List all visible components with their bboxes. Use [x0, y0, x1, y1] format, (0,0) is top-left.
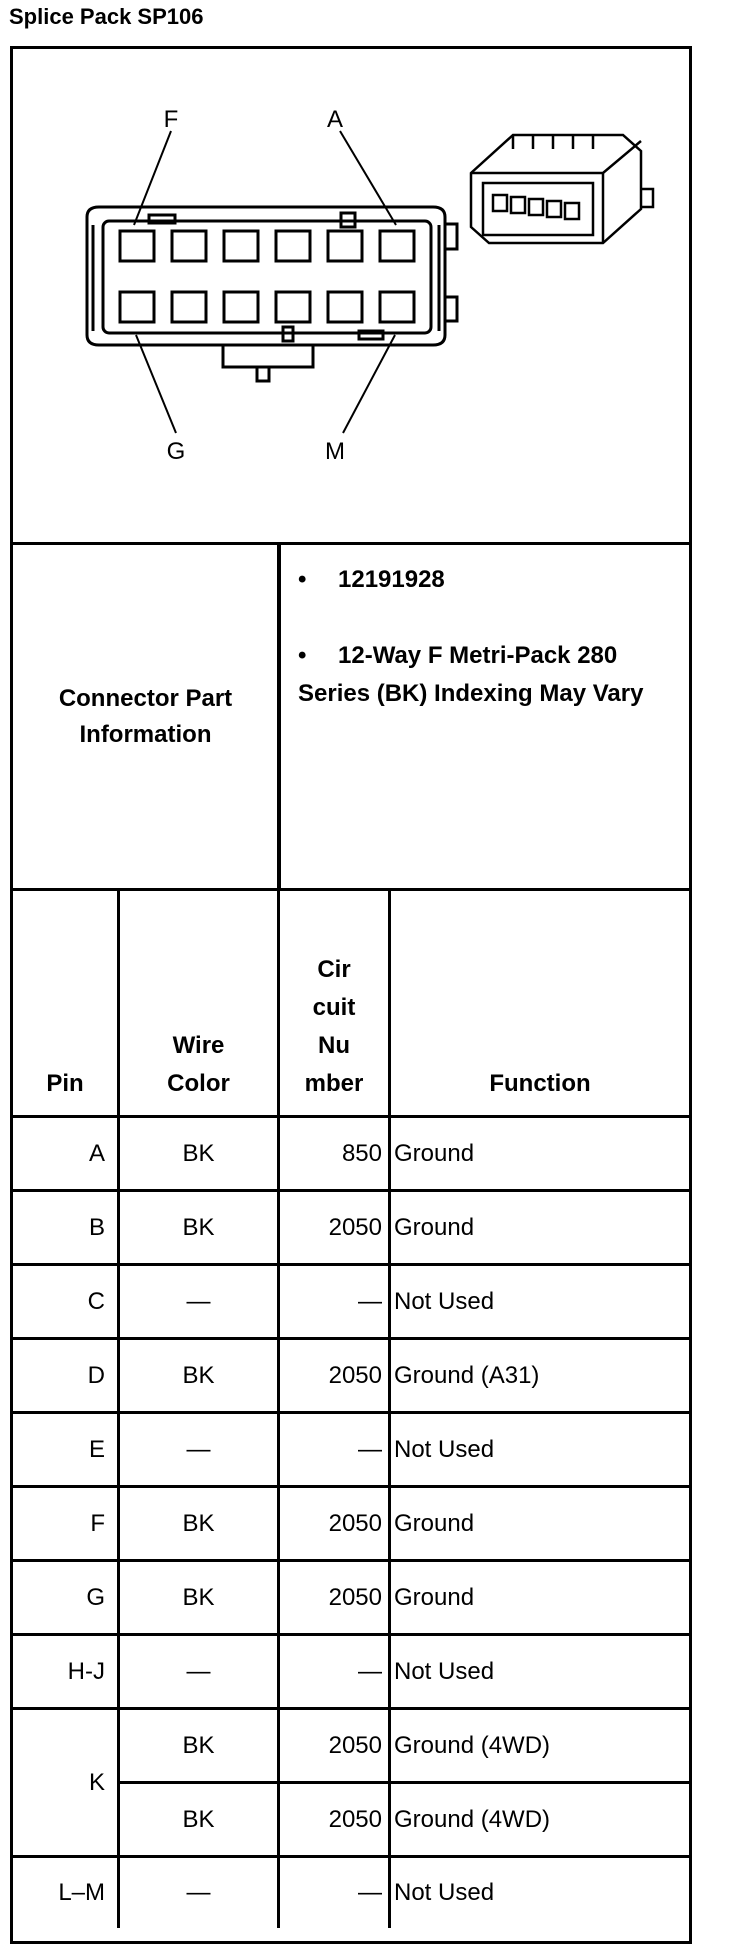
connector-frame: [10, 46, 692, 1944]
header-circuit-number: Cir cuit Nu mber: [304, 956, 364, 1097]
table-row: C — — Not Used: [13, 1266, 689, 1340]
connector-3d-view: [471, 135, 653, 243]
connector-info-bullets: [298, 561, 678, 751]
page-title: Splice Pack SP106: [9, 4, 204, 29]
label-f: F: [163, 106, 179, 133]
connector-part-information: [13, 545, 689, 891]
connector-diagram: [13, 49, 689, 545]
label-a: A: [326, 106, 344, 133]
header-pin: Pin: [46, 1070, 84, 1097]
connector-info-label: Connector Part Information: [13, 545, 281, 888]
table-row: G BK 2050 Ground: [13, 1562, 689, 1636]
connector-face-drawing: [13, 49, 689, 542]
table-row: D BK 2050 Ground (A31): [13, 1340, 689, 1414]
table-row: F BK 2050 Ground: [13, 1488, 689, 1562]
table-row: BK 2050 Ground (4WD): [120, 1784, 689, 1858]
table-row: L–M — — Not Used: [58, 1879, 495, 1906]
label-g: G: [166, 438, 186, 465]
table-row: H-J — — Not Used: [13, 1636, 689, 1710]
table-row-k-pin: K: [88, 1768, 105, 1796]
connector-description-bullet: • 12-Way F Metri-Pack 280 Series (BK) Indexing May Vary: [298, 642, 644, 707]
label-m: M: [325, 438, 345, 465]
header-wire-color: Wire Color: [167, 1032, 230, 1097]
terminal-cavities: [120, 231, 414, 322]
table-row: B BK 2050 Ground: [13, 1192, 689, 1266]
header-function: Function: [489, 1070, 591, 1097]
part-number-bullet: • 12191928: [298, 566, 445, 593]
table-row: BK 2050 Ground (4WD): [120, 1710, 689, 1784]
table-row: A BK 850 Ground: [13, 1118, 689, 1192]
table-row: E — — Not Used: [13, 1414, 689, 1488]
table-header: [13, 891, 689, 1118]
